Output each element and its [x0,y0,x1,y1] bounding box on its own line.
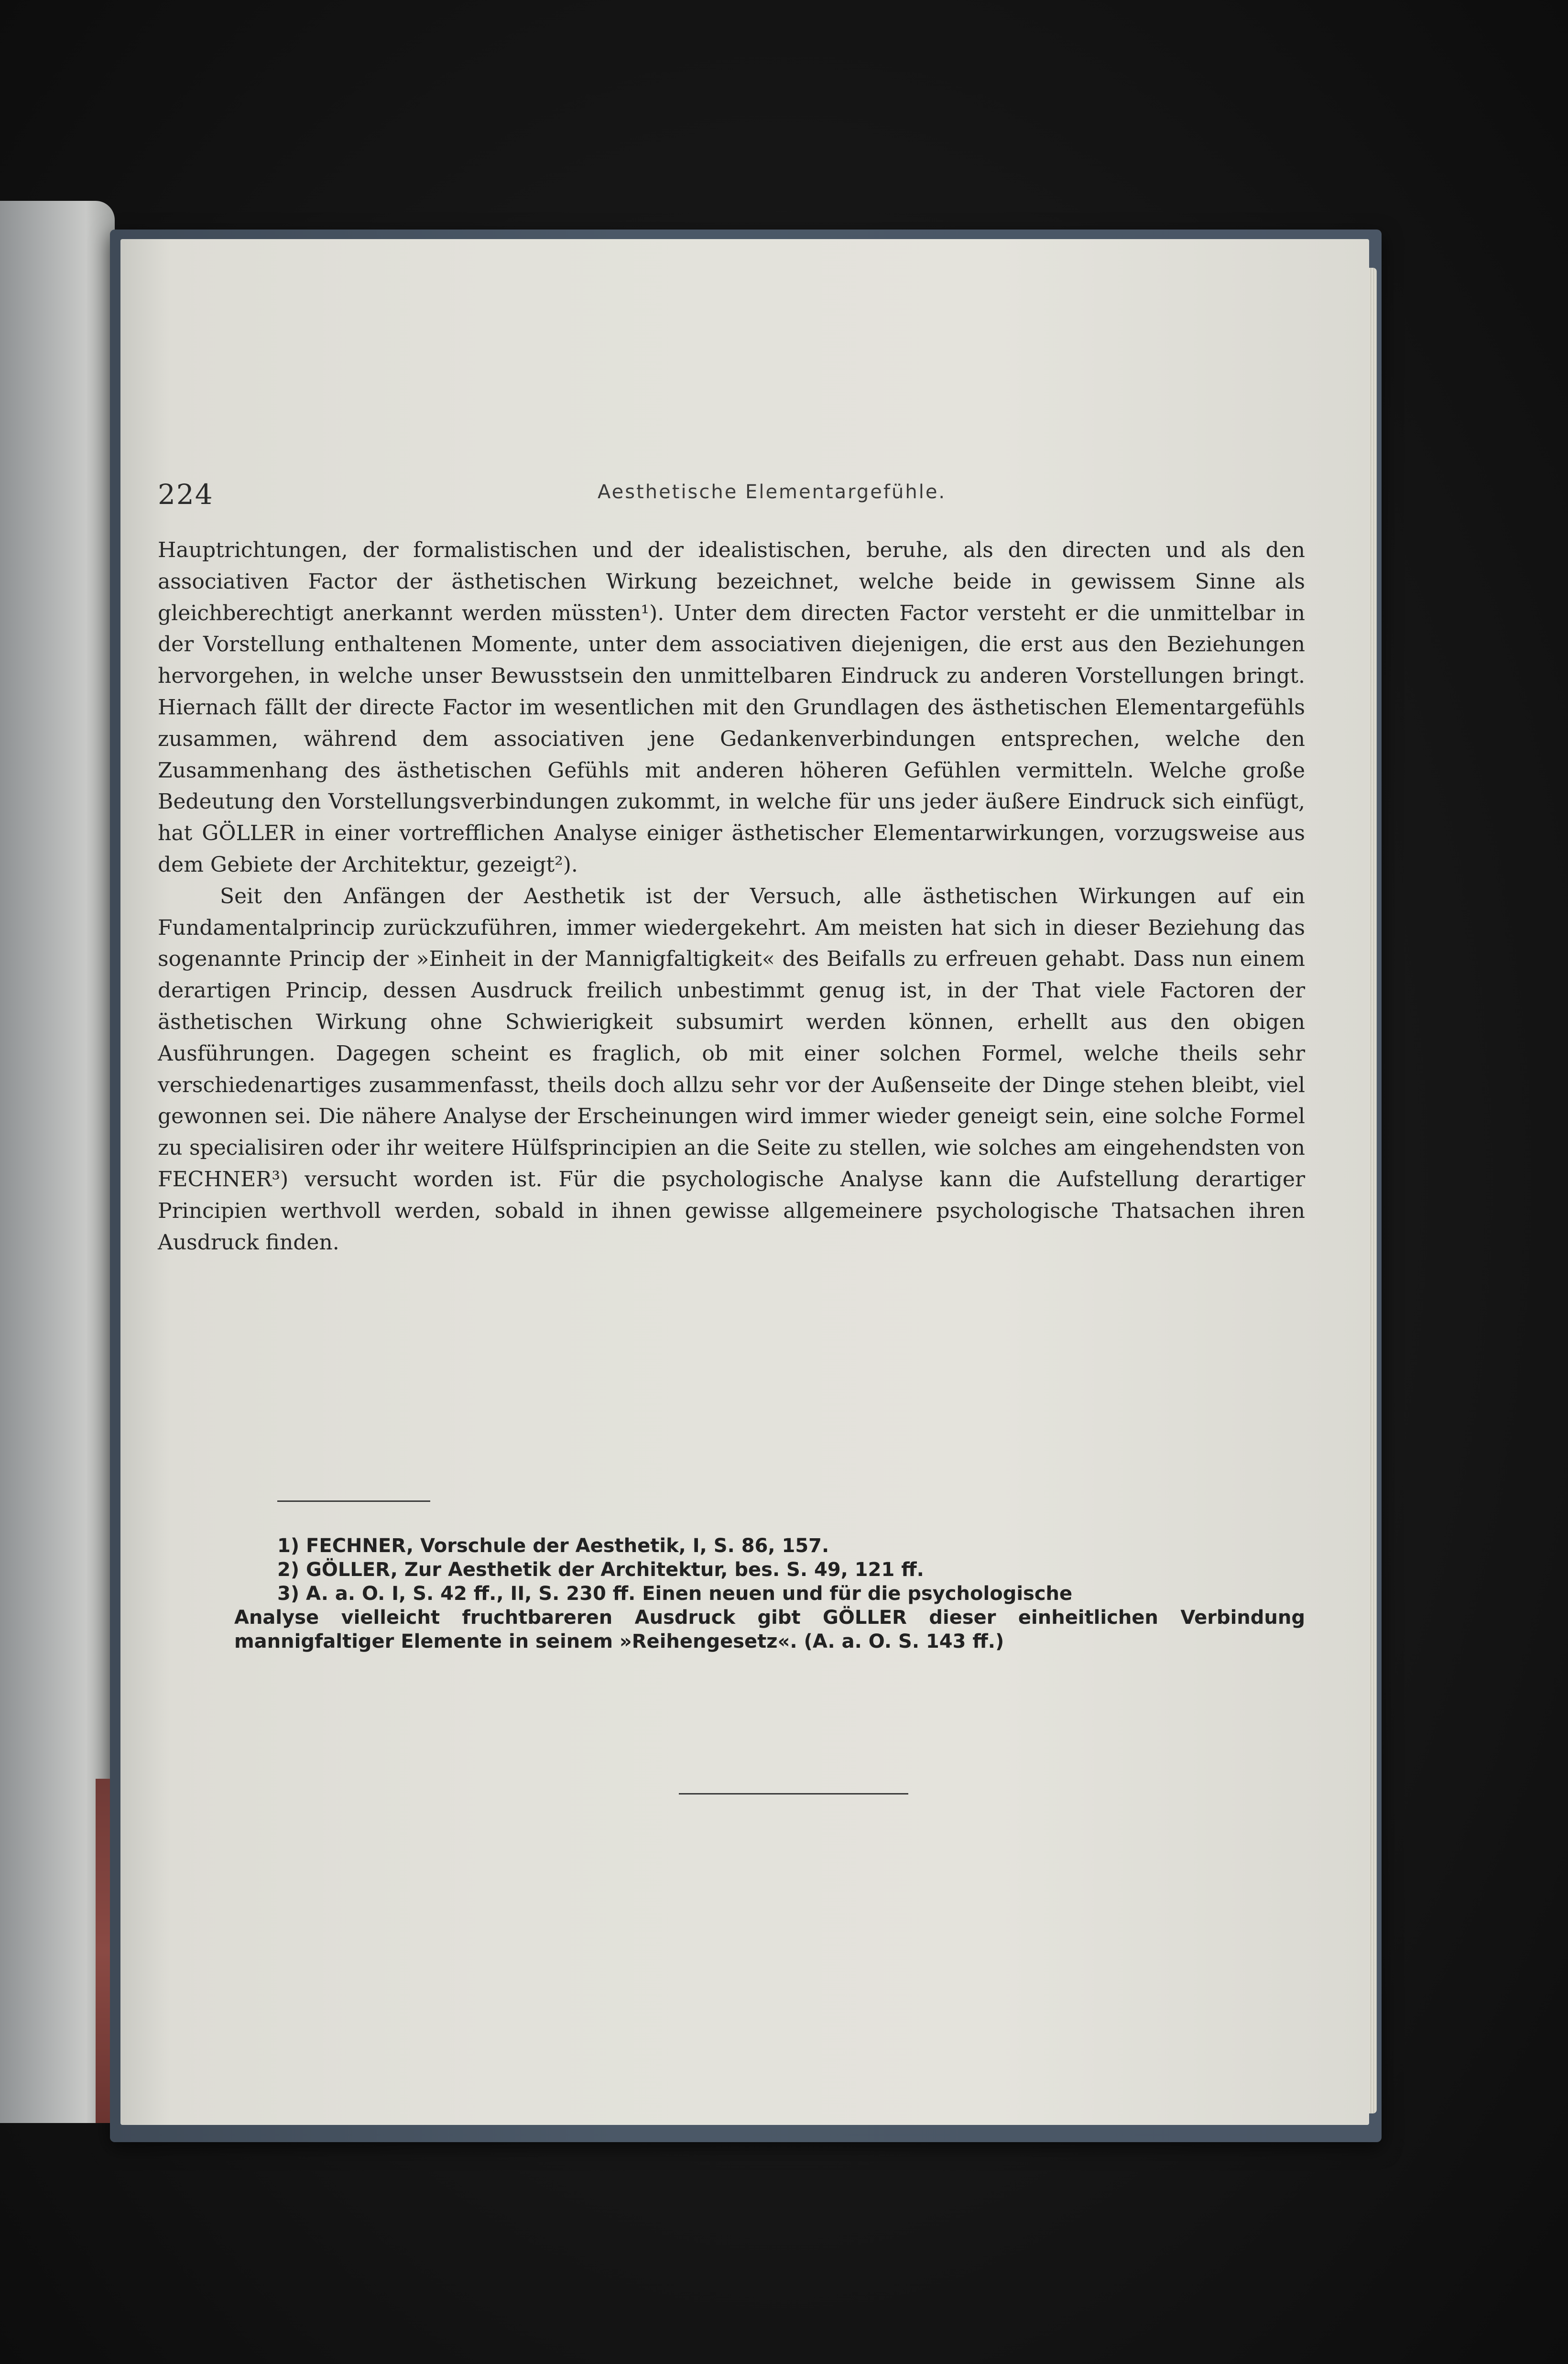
footnote: 1) FECHNER, Vorschule der Aesthetik, I, S. 86, 157. [277,1535,829,1557]
footnotes [234,1534,1305,1653]
footnote-continuation: Analyse vielleicht fruchtbareren Ausdruck gibt GÖLLER dieser einheitlichen Verbindung mannigfaltiger Elemente in seinem »Reihengesetz«. (A. a. O. S. 143 ff.) [234,1607,1305,1653]
page-header [158,478,1305,516]
spine-headband [96,1779,110,2123]
footnote: 3) A. a. O. I, S. 42 ff., II, S. 230 ff. Einen neuen und für die psychologische [277,1583,1073,1605]
footnote: 2) GÖLLER, Zur Aesthetik der Architektur, bes. S. 49, 121 ff. [277,1559,924,1581]
page-number: 224 [158,478,214,511]
body-text [158,535,1305,1258]
end-divider [679,1793,908,1795]
paragraph: Hauptrichtungen, der formalistischen und der idealistischen, beruhe, als den directen und als den associativen Factor der ästhetischen Wirkung bezeichnet, welche beide in gewissem Sinne als gleichberechtigt anerkannt werden müssten¹). Unter dem directen Factor versteht er die unmittelbar in der Vorstellung enthaltenen Momente, unter dem associativen diejenigen, die erst aus den Beziehungen hervorgehen, in welche unser Bewusstsein den unmittelbaren Eindruck zu anderen Vorstellungen bringt. Hiernach fällt der directe Factor im wesentlichen mit den Grundlagen des ästhetischen Elementargefühls zusammen, während dem associativen jene Gedankenverbindungen entsprechen, welche den Zusammenhang des ästhetischen Gefühls mit anderen höheren Gefühlen vermitteln. Welche große Bedeutung den Vorstellungsverbindungen zukommt, in welche für uns jeder äußere Eindruck sich einfügt, hat GÖLLER in einer vortrefflichen Analyse einiger ästhetischer Elementarwirkungen, vorzugsweise aus dem Gebiete der Architektur, gezeigt²). [158,538,1305,877]
paragraph: Seit den Anfängen der Aesthetik ist der Versuch, alle ästhetischen Wirkungen auf ein Fundamentalprincip zurückzuführen, immer wiedergekehrt. Am meisten hat sich in dieser Beziehung das sogenannte Princip der »Einheit in der Mannigfaltigkeit« des Beifalls zu erfreuen gehabt. Dass nun einem derartigen Princip, dessen Ausdruck freilich unbestimmt genug ist, in der That viele Factoren der ästhetischen Wirkung ohne Schwierigkeit subsumirt werden können, erhellt aus den obigen Ausführungen. Dagegen scheint es fraglich, ob mit einer solchen Formel, welche theils sehr verschiedenartiges zusammenfasst, theils doch allzu sehr vor der Außenseite der Dinge stehen bleibt, viel gewonnen sei. Die nähere Analyse der Erscheinungen wird immer wieder geneigt sein, eine solche Formel zu specialisiren oder ihr weitere Hülfsprincipien an die Seite zu stellen, wie solches am eingehendsten von FECHNER³) versucht worden ist. Für die psychologische Analyse kann die Aufstellung derartiger Principien werthvoll werden, sobald in ihnen gewisse allgemeinere psychologische Thatsachen ihren Ausdruck finden. [158,884,1305,1255]
footnote-divider [277,1500,430,1502]
running-head: Aesthetische Elementargefühle. [598,481,947,503]
